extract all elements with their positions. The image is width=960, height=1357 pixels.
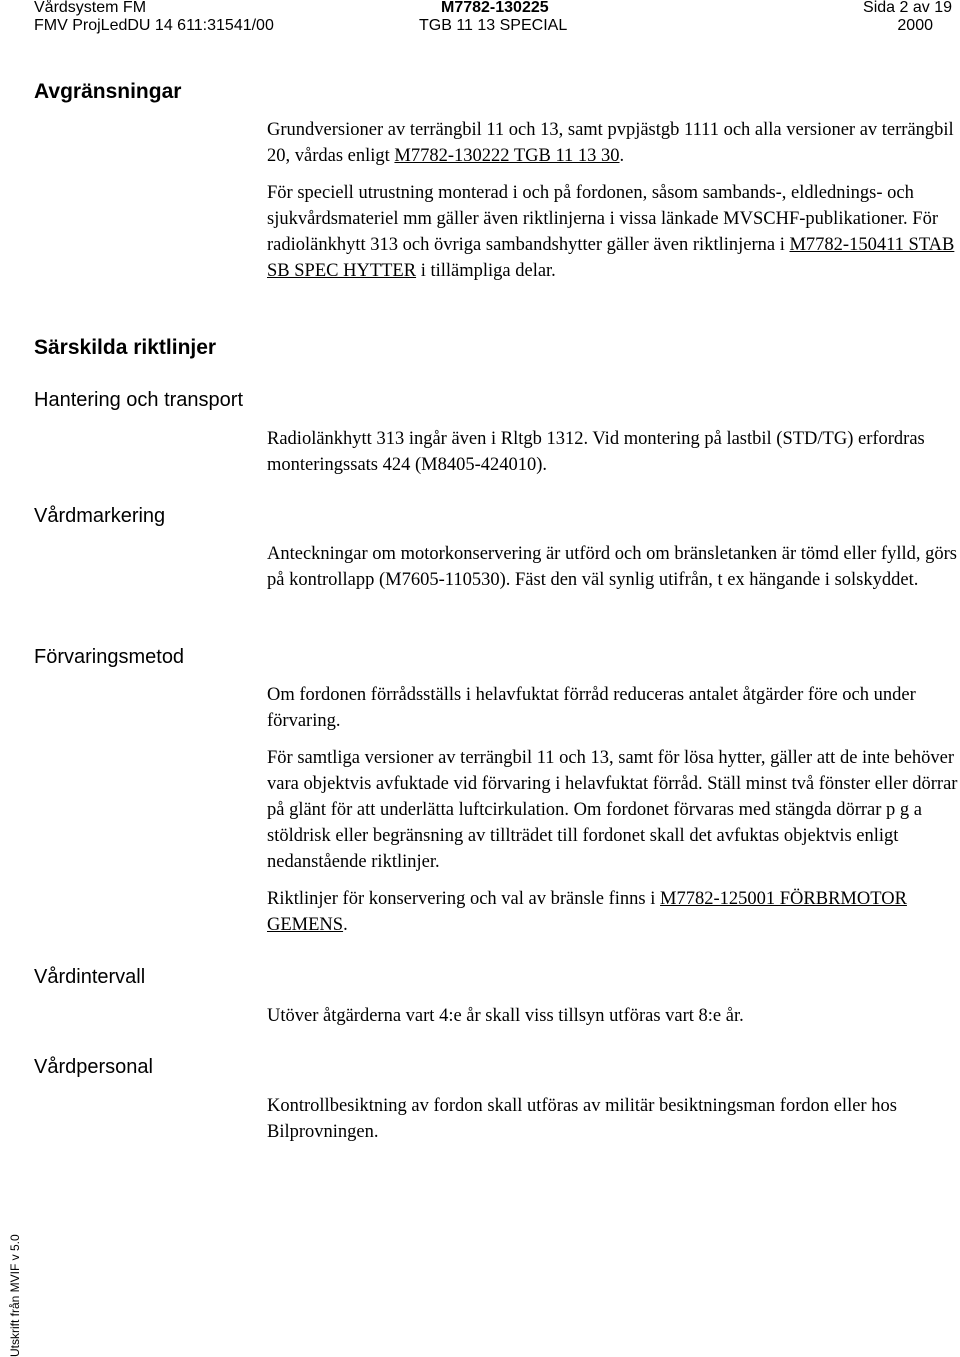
avgransningar-paragraph-2 <box>267 180 959 284</box>
vardmarkering-body <box>267 541 959 593</box>
label-forvaringsmetod: Förvaringsmetod <box>34 646 185 668</box>
forvaring-p3-text: Riktlinjer för konservering och val av bränsle finns i <box>267 889 661 909</box>
heading-avgransningar: Avgränsningar <box>34 80 182 103</box>
header-project: FMV ProjLedDU 14 611:31541/00 <box>34 17 274 34</box>
header-doc-number: M7782-130225 <box>441 0 549 16</box>
header-doc-title: TGB 11 13 SPECIAL <box>419 17 568 34</box>
link-m7782-125001[interactable]: M7782-125001 FÖRBRMOTOR GEMENS <box>267 889 907 935</box>
avgransningar-p1-end: . <box>619 146 625 166</box>
avgransningar-body <box>267 117 959 284</box>
avgransningar-paragraph-1 <box>267 117 959 169</box>
label-hantering-transport: Hantering och transport <box>34 389 244 411</box>
avgransningar-p2-text: För speciell utrustning monterad i och på fordonen, såsom sambands-, eldlednings- och sjukvårdsmateriel mm gäller även riktlinjerna i vissa länkade MVSCHF-publikationer. För radiolänkhytt 313 och övriga sambandshytter gäller även riktlinjerna i <box>267 183 939 255</box>
vardpersonal-text: Kontrollbesiktning av fordon skall utföras av militär besiktningsman fordon eller hos Bilprovningen. <box>267 1096 897 1142</box>
vardintervall-body <box>267 1003 959 1029</box>
header-system: Vårdsystem FM <box>34 0 147 16</box>
label-vardmarkering: Vårdmarkering <box>34 505 166 527</box>
link-m7782-130222[interactable]: M7782-130222 TGB 11 13 30 <box>394 146 620 166</box>
heading-sarskilda-riktlinjer: Särskilda riktlinjer <box>34 336 217 359</box>
label-vardintervall: Vårdintervall <box>34 966 146 988</box>
avgransningar-p2-end: i tillämpliga delar. <box>416 261 556 281</box>
forvaring-body <box>267 682 959 938</box>
vardpersonal-body <box>267 1093 959 1145</box>
header-page: Sida 2 av 19 <box>863 0 952 16</box>
vardintervall-text: Utöver åtgärderna vart 4:e år skall viss tillsyn utföras vart 8:e år. <box>267 1006 744 1026</box>
forvaring-paragraph-3 <box>267 886 959 938</box>
hantering-body <box>267 426 959 478</box>
link-m7782-150411[interactable]: M7782-150411 STAB SB SPEC HYTTER <box>267 235 955 281</box>
vardmarkering-text: Anteckningar om motorkonservering är utförd och om bränsletanken är tömd eller fylld, görs på kontrollapp (M7605-110530). Fäst den väl synlig utifrån, t ex hängande i solskyddet. <box>267 544 957 590</box>
avgransningar-p1-text: Grundversioner av terrängbil 11 och 13, samt pvpjästgb 1111 och alla versioner av terrängbil 20, vårdas enligt <box>267 120 954 166</box>
header-year: 2000 <box>897 17 933 34</box>
hantering-text: Radiolänkhytt 313 ingår även i Rltgb 1312. Vid montering på lastbil (STD/TG) erfordras monteringssats 424 (M8405-424010). <box>267 429 925 475</box>
label-vardpersonal: Vårdpersonal <box>34 1056 153 1078</box>
forvaring-p3-end: . <box>343 915 348 935</box>
forvaring-paragraph-1: Om fordonen förrådsställs i helavfuktat förråd reduceras antalet åtgärder före och under förvaring. <box>267 685 916 731</box>
print-source-note: Utskrift från MVIF v 5.0 <box>8 1234 22 1357</box>
forvaring-paragraph-2: För samtliga versioner av terrängbil 11 och 13, samt för lösa hytter, gäller att de inte behöver vara objektvis avfuktade vid förvaring i helavfuktat förråd. Ställ minst två fönster eller dörrar på glänt för att underlätta luftcirkulation. Om fordonet förvaras med stängda dörrar p g a stöldrisk eller begränsning av tillträdet till fordonet skall det avfuktas objektvis enligt nedanstående riktlinjer. <box>267 748 958 872</box>
